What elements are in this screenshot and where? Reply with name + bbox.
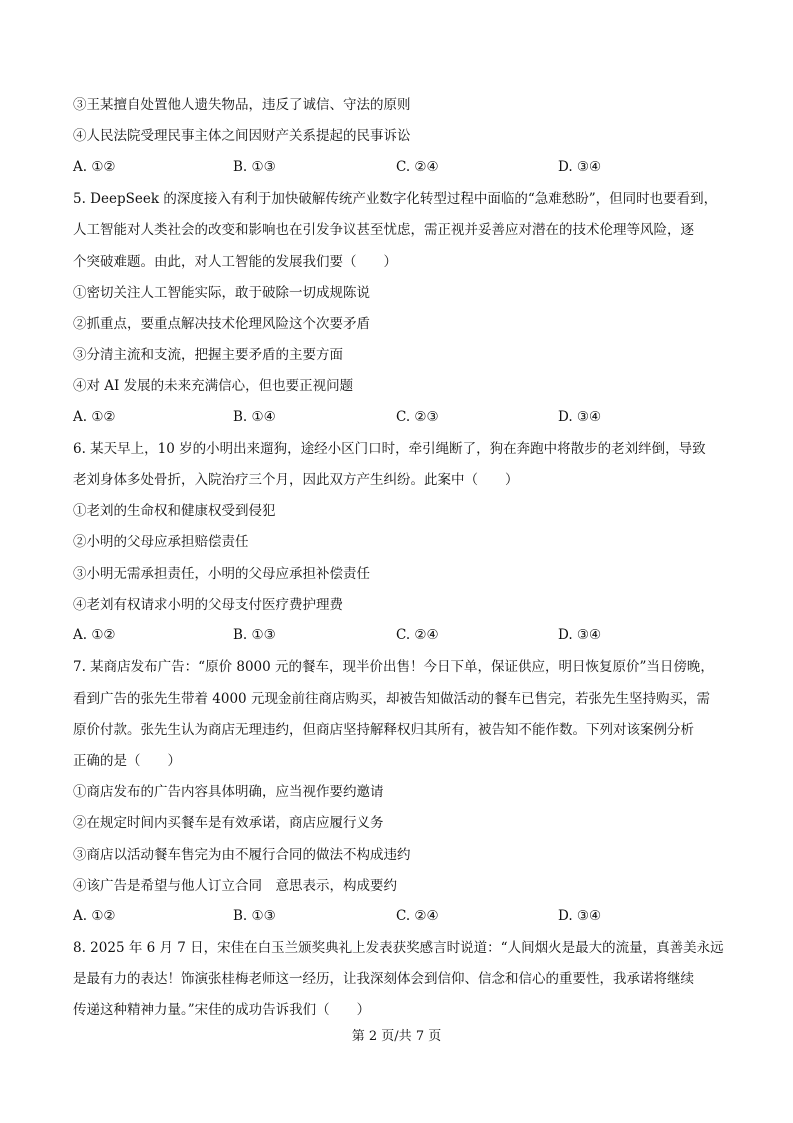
option-c: C. ②④: [396, 908, 439, 924]
q5-stem-line-2: 人工智能对人类社会的改变和影响也在引发争议甚至忧虑，需正视并妥善应对潜在的技术伦理等风险，逐: [73, 222, 694, 238]
q6-item-3: ③小明无需承担责任，小明的父母应承担补偿责任: [73, 566, 370, 582]
q7-stem-line-1: 7. 某商店发布广告：“原价 8000 元的餐车，现半价出售！今日下单，保证供应，明日恢复原价”当日傍晚，: [73, 659, 714, 675]
q7-stem-line-2: 看到广告的张先生带着 4000 元现金前往商店购买，却被告知做活动的餐车已售完，若张先生坚持购买，需: [73, 691, 710, 707]
option-b: B. ①④: [233, 409, 276, 425]
q6-item-2: ②小明的父母应承担赔偿责任: [73, 534, 249, 550]
q5-stem-line-3: 个突破难题。由此，对人工智能的发展我们要（ ）: [73, 254, 397, 270]
page-footer: 第 2 页/共 7 页: [351, 1029, 442, 1044]
option-b: B. ①③: [233, 159, 276, 175]
q6-stem-line-2: 老刘身体多处骨折，入院治疗三个月，因此双方产生纠纷。此案中（ ）: [73, 472, 519, 488]
q6-item-4: ④老刘有权请求小明的父母支付医疗费护理费: [73, 597, 343, 613]
option-b: B. ①③: [233, 627, 276, 643]
option-a: A. ①②: [73, 908, 116, 924]
option-d: D. ③④: [558, 159, 602, 175]
q7-item-1: ①商店发布的广告内容具体明确，应当视作要约邀请: [73, 784, 384, 800]
option-c: C. ②③: [396, 409, 439, 425]
q7-stem-line-4: 正确的是（ ）: [73, 753, 181, 769]
q6-item-1: ①老刘的生命权和健康权受到侵犯: [73, 503, 276, 519]
q8-stem-line-2: 是最有力的表达！饰演张桂梅老师这一经历，让我深刻体会到信仰、信念和信心的重要性，我承诺将继续: [73, 971, 694, 987]
option-c: C. ②④: [396, 627, 439, 643]
q8-stem-line-1: 8. 2025 年 6 月 7 日，宋佳在白玉兰颁奖典礼上发表获奖感言时说道：“人间烟火是最大的流量，真善美永远: [73, 940, 724, 956]
option-d: D. ③④: [558, 908, 602, 924]
option-a: A. ①②: [73, 409, 116, 425]
q5-item-3: ③分清主流和支流，把握主要矛盾的主要方面: [73, 347, 343, 363]
q5-item-1: ①密切关注人工智能实际，敢于破除一切成规陈说: [73, 285, 370, 301]
q8-stem-line-3: 传递这种精神力量。”宋佳的成功告诉我们（ ）: [73, 1002, 371, 1018]
q5-item-2: ②抓重点，要重点解决技术伦理风险这个次要矛盾: [73, 316, 370, 332]
option-d: D. ③④: [558, 409, 602, 425]
q7-item-4: ④该广告是希望与他人订立合同 意思表示，构成要约: [73, 878, 397, 894]
options-q4: [73, 159, 733, 177]
option-b: B. ①③: [233, 908, 276, 924]
q7-stem-line-3: 原价付款。张先生认为商店无理违约，但商店坚持解释权归其所有，被告知不能作数。下列对该案例分析: [73, 722, 694, 738]
item-4-q4: ④人民法院受理民事主体之间因财产关系提起的民事诉讼: [73, 128, 411, 144]
q5-item-4: ④对 AI 发展的未来充满信心，但也要正视问题: [73, 378, 354, 394]
option-d: D. ③④: [558, 627, 602, 643]
options-q5: [73, 409, 733, 427]
q5-stem-line-1: 5. DeepSeek 的深度接入有利于加快破解传统产业数字化转型过程中面临的“急难愁盼”，但同时也要看到，: [73, 191, 718, 207]
item-3-q4: ③王某擅自处置他人遗失物品，违反了诚信、守法的原则: [73, 97, 411, 113]
q6-stem-line-1: 6. 某天早上，10 岁的小明出来遛狗，途经小区门口时，牵引绳断了，狗在奔跑中将散步的老刘绊倒，导致: [73, 441, 706, 457]
option-a: A. ①②: [73, 159, 116, 175]
option-a: A. ①②: [73, 627, 116, 643]
options-q7: [73, 908, 733, 926]
q7-item-3: ③商店以活动餐车售完为由不履行合同的做法不构成违约: [73, 847, 411, 863]
options-q6: [73, 627, 733, 645]
option-c: C. ②④: [396, 159, 439, 175]
q7-item-2: ②在规定时间内买餐车是有效承诺，商店应履行义务: [73, 815, 384, 831]
